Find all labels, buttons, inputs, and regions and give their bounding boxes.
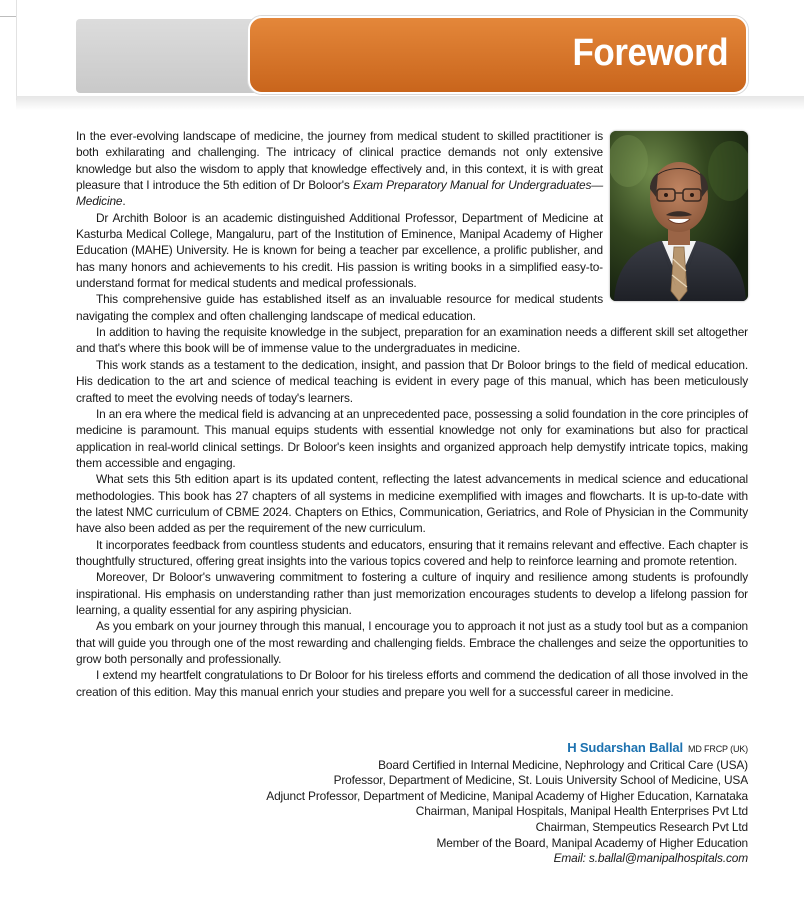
signature-title-6: Member of the Board, Manipal Academy of Higher Education <box>436 835 748 850</box>
foreword-paragraph-9: Moreover, Dr Boloor's unwavering commitment to fostering a culture of inquiry and resilience among students is profoundly inspirational. His emphasis on understanding rather than just memorization encourages students to develop a lifelong passion for learning, a quality essential for any aspiring physician. <box>76 570 748 617</box>
signature-name-line <box>266 740 748 758</box>
header-title-tab <box>248 16 748 94</box>
foreword-paragraph-7: What sets this 5th edition apart is its updated content, reflecting the latest advancements in medical science and educational methodologies. This book has 27 chapters of all systems in medicine exemplified with images and flowcharts. It is up-to-date with the latest NMC curriculum of CBME 2024. Chapters on Ethics, Communication, Geriatrics, and Role of Physician in the Community have also been added as per the requirement of the new curriculum. <box>76 472 748 536</box>
foreword-body <box>76 128 748 700</box>
paragraph-1-text: In the ever-evolving landscape of medicine, the journey from medical student to skilled practitioner is both exhilarating and challenging. The intricacy of clinical practice demands not only extensive knowledge but also the wisdom to apply that knowledge effectively and, in this context, it is with great pleasure that I introduce the 5th edition of Dr Boloor's <box>76 129 603 193</box>
foreword-paragraph-8: It incorporates feedback from countless students and educators, ensuring that it remains relevant and effective. Each chapter is thoughtfully structured, offering great insights into the various topics covered and help to reinforce learning and promote retention. <box>76 537 748 568</box>
paragraph-1-end: . <box>122 194 126 209</box>
signature-title-2: Professor, Department of Medicine, St. Louis University School of Medicine, USA <box>333 773 748 788</box>
signature-credentials: MD FRCP (UK) <box>687 744 748 754</box>
foreword-paragraph-3: This comprehensive guide has established itself as an invaluable resource for medical students navigating the complex and often challenging landscape of medical education. <box>76 292 603 323</box>
signature-block <box>266 740 748 867</box>
page-corner-mark <box>0 0 17 100</box>
signature-email: Email: s.ballal@manipalhospitals.com <box>553 851 748 866</box>
foreword-paragraph-4: In addition to having the requisite knowledge in the subject, preparation for an examination needs a different skill set altogether and that's where this book will be of immense value to the undergraduates in medicine. <box>76 325 748 356</box>
book-title: Exam Preparatory Manual for Undergraduates—Medicine <box>76 178 603 209</box>
foreword-paragraph-5: This work stands as a testament to the dedication, insight, and passion that Dr Boloor brings to the field of medical education. His dedication to the art and science of medical teaching is evident in every page of this manual, which has been meticulously crafted to meet the evolving needs of today's learners. <box>76 357 748 405</box>
signature-title-3: Adjunct Professor, Department of Medicine, Manipal Academy of Higher Education, Karnataka <box>266 788 748 803</box>
signature-title-5: Chairman, Stempeutics Research Pvt Ltd <box>535 819 748 834</box>
signature-name: H Sudarshan Ballal <box>567 740 683 755</box>
foreword-paragraph-6: In an era where the medical field is advancing at an unprecedented pace, possessing a solid foundation in the core principles of medicine is paramount. This manual equips students with essential knowledge not only for examinations but also for practical application in real-world clinical settings. Dr Boloor's keen insights and organized approach help demystify intricate topics, making them accessible and engaging. <box>76 406 748 470</box>
signature-title-4: Chairman, Manipal Hospitals, Manipal Health Enterprises Pvt Ltd <box>415 804 748 819</box>
page-corner-mark-horizontal <box>0 16 16 17</box>
signature-title-1: Board Certified in Internal Medicine, Nephrology and Critical Care (USA) <box>378 757 748 772</box>
foreword-paragraph-2: Dr Archith Boloor is an academic distinguished Additional Professor, Department of Medicine at Kasturba Medical College, Mangaluru, part of the Institution of Eminence, Manipal Academy of Higher Education (MAHE) University. He is known for being a teacher par excellence, a prolific publisher, and has many honors and achievements to his credit. His passion is writing books in a simplified easy-to-understand format for medical students and medical professionals. <box>76 210 603 291</box>
header-shadow <box>16 96 804 110</box>
foreword-paragraph-10: As you embark on your journey through this manual, I encourage you to approach it not just as a study tool but as a companion that will guide you through one of the most rewarding and challenging fields. Embrace the challenges and seize the opportunities to grow both personally and professionally. <box>76 619 748 666</box>
portrait-spacer <box>603 128 748 314</box>
foreword-paragraph-11: I extend my heartfelt congratulations to Dr Boloor for his tireless efforts and commend the dedication of all those involved in the creation of this edition. May this manual enrich your studies and prepare you well for a successful career in medicine. <box>76 668 748 699</box>
page-title: Foreword <box>572 32 728 74</box>
